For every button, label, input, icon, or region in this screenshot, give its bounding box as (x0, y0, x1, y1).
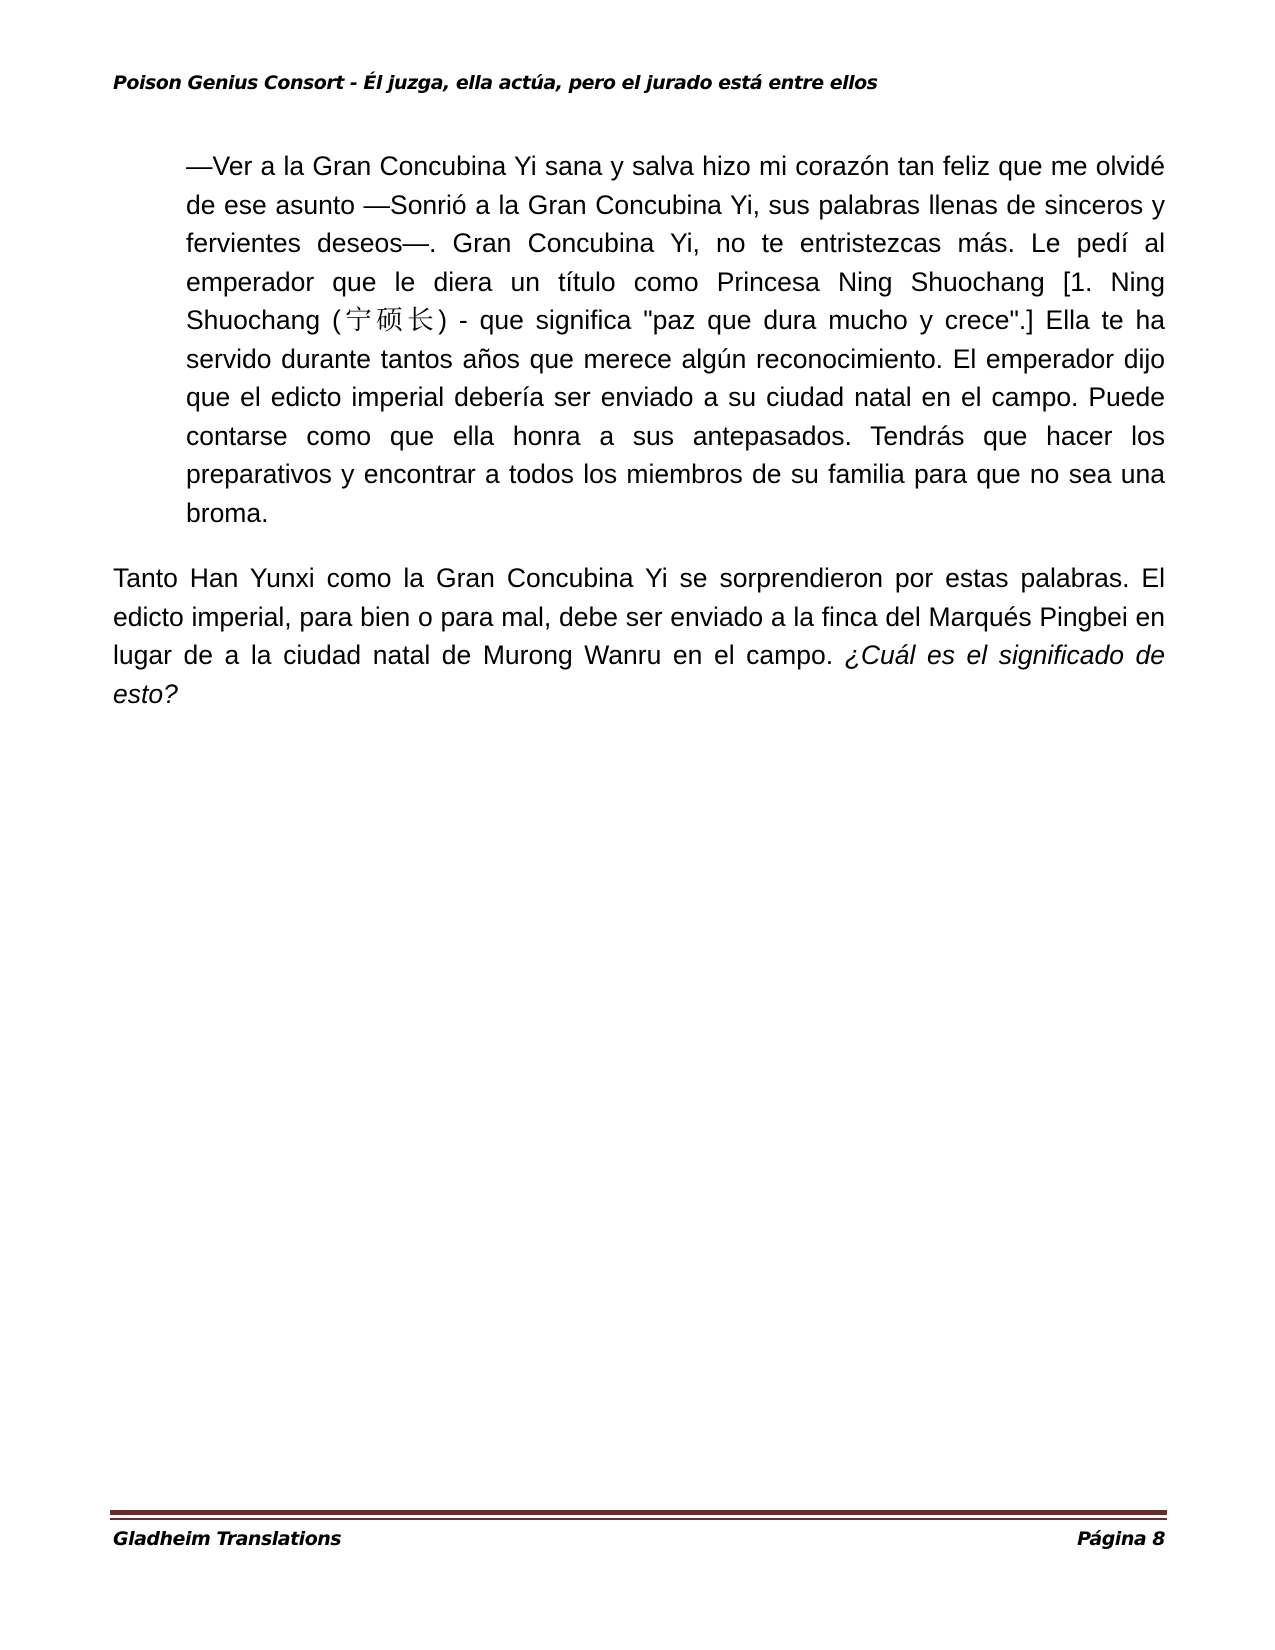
body-paragraph-text: Tanto Han Yunxi como la Gran Concubina Yi se sorprendieron por estas palabras. El edicto imperial, para bien o para mal, debe ser enviado a la finca del Marqués Pingbei en lugar de a la ciudad natal de Murong Wanru en el campo. (113, 563, 1165, 670)
footer-page-number: Página 8 (1077, 1528, 1165, 1550)
footer-rule-thin (110, 1518, 1167, 1520)
quote-paragraph: —Ver a la Gran Concubina Yi sana y salva hizo mi corazón tan feliz que me olvidé de ese asunto —Sonrió a la Gran Concubina Yi, sus palabras llenas de sinceros y fervientes deseos—. Gran Concubina Yi, no te entristezcas más. Le pedí al emperador que le diera un título como Princesa Ning Shuochang [1. Ning Shuochang (宁硕长) - que significa "paz que dura mucho y crece".] Ella te ha servido durante tantos años que merece algún reconocimiento. El emperador dijo que el edicto imperial debería ser enviado a su ciudad natal en el campo. Puede contarse como que ella honra a sus antepasados. Tendrás que hacer los preparativos y encontrar a todos los miembros de su familia para que no sea una broma. (186, 151, 1165, 528)
footer-rule-thick (110, 1510, 1167, 1515)
body-paragraph (113, 559, 1165, 713)
body-paragraph-question: ¿Cuál es el significado de esto? (113, 640, 1165, 709)
page-header: Poison Genius Consort - Él juzga, ella actúa, pero el jurado está entre ellos (113, 72, 878, 94)
footer-publisher: Gladheim Translations (113, 1528, 342, 1550)
